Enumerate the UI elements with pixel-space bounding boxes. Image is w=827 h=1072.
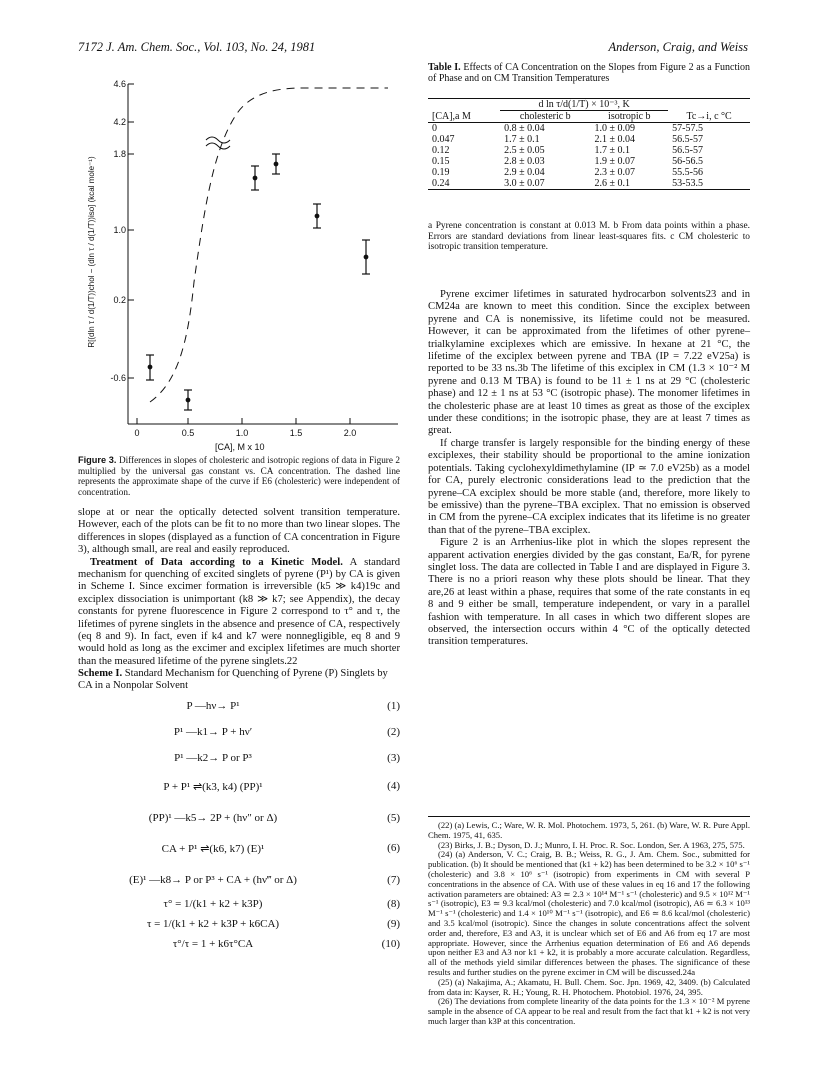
x-tick-label: 2.0 — [343, 428, 357, 438]
figure-caption-label: Figure 3. — [78, 455, 117, 465]
paragraph: Pyrene excimer lifetimes in saturated hydrocarbon solvents23 and in CM24a are known to meet this condition. Since the exciplex between pyrene and CA is nonemissive, its lifetime could not be measured. However, it can be approximated from the lifetimes of other pyrene–trialkylamine exciplexes which are emissive. In hexane at 21 °C, the lifetime of the exciplex between pyrene and TBA (IP = 7.22 eV25a) is reported to be 33 ns.3b The lifetime of this exciplex in CM (1.3 × 10⁻² M pyrene and 0.13 M TBA) is found to be 11 ± 1 ns at 29 °C (cholesteric phase) and 12 ± 1 ns at 53 °C (isotropic phase). The monomer lifetimes in the cholesteric phase are at least 10 times as great as those of the exciplex under these conditions; in the isotropic phase, they are at least 7 times as great. — [428, 289, 750, 437]
equation-body: P¹ —k1→ P + hν′ — [173, 726, 253, 738]
left-body-text — [78, 507, 400, 668]
equation — [78, 842, 400, 858]
equation-body: CA + P¹ ⇌(k6, k7) (E)¹ — [161, 843, 265, 855]
equation — [78, 874, 400, 890]
equation-body: τ° = 1/(k1 + k2 + k3P) — [163, 898, 263, 910]
equation-body: τ = 1/(k1 + k2 + k3P + k6CA) — [146, 918, 280, 930]
paragraph — [78, 557, 400, 669]
reference: (23) Birks, J. B.; Dyson, D. J.; Munro, I. H. Proc. R. Soc. London, Ser. A 1963, 275, 575. — [438, 839, 745, 850]
table-caption-text: Effects of CA Concentration on the Slopes from Figure 2 as a Function of Phase and on CM Transition Temperatures — [428, 62, 751, 84]
data-point — [313, 204, 321, 228]
table-cell: 2.8 ± 0.03 — [504, 156, 545, 167]
y-tick-label: 4.2 — [113, 117, 126, 127]
equation-number: (7) — [387, 874, 400, 886]
equation-number: (10) — [381, 938, 400, 950]
x-ticks — [137, 418, 350, 424]
references — [428, 816, 750, 1027]
table-cell: 56.5-57 — [672, 134, 703, 145]
table-header: [CA],a M — [428, 111, 500, 123]
figure-caption — [78, 455, 400, 497]
equation-body: P + P¹ ⇌(k3, k4) (PP)¹ — [163, 781, 263, 793]
x-tick-label: 0 — [134, 428, 140, 438]
y-tick-label: 1.0 — [113, 225, 126, 235]
equation-body: P —hν→ P¹ — [186, 700, 240, 712]
table-cell: 0.19 — [432, 167, 450, 178]
equation-number: (2) — [387, 726, 400, 738]
data-point — [251, 166, 259, 190]
figure-3-plot — [78, 62, 408, 442]
equation-number: (4) — [387, 780, 400, 792]
table-row — [428, 178, 750, 190]
x-tick-label: 1.5 — [289, 428, 303, 438]
table-header: isotropic b — [590, 111, 668, 123]
scheme-label: Scheme I. — [78, 668, 123, 679]
table-cell: 1.7 ± 0.1 — [594, 145, 630, 156]
y-tick-label: 1.8 — [113, 149, 126, 159]
authors: Anderson, Craig, and Weiss — [608, 40, 748, 54]
table-row — [428, 134, 750, 145]
table-cell: 2.5 ± 0.05 — [504, 145, 545, 156]
scheme-title-text: Standard Mechanism for Quenching of Pyrene (P) Singlets by CA in a Nonpolar Solvent — [78, 668, 388, 692]
scheme-title — [78, 668, 400, 693]
section-heading: Treatment of Data according to a Kinetic Model. — [90, 556, 343, 568]
reference: (26) The deviations from complete linearity of the data points for the 1.3 × 10⁻² M pyrene sample in the absence of CA appear to be real and result from the fact that k1 + k2 is not very much larger than k3P at this concentration. — [428, 996, 750, 1026]
equation-number: (6) — [387, 842, 400, 854]
table-header: cholesteric b — [500, 111, 590, 123]
reference: (22) (a) Lewis, C.; Ware, W. R. Mol. Photochem. 1973, 5, 261. (b) Ware, W. R. Pure Appl. Chem. 1975, 41, 635. — [428, 820, 750, 840]
table-cell: 56-56.5 — [672, 156, 703, 167]
table-1 — [428, 98, 750, 190]
data-points — [146, 154, 370, 410]
table-footnote: a Pyrene concentration is constant at 0.013 M. b From data points within a phase. Errors are standard deviations from linear least-squares fits. c CM cholesteric to isotropic transition temperature. — [428, 221, 750, 253]
reference: (25) (a) Nakajima, A.; Akamatu, H. Bull. Chem. Soc. Jpn. 1969, 42, 3409. (b) Calculated from data in: Kayser, R. H.; Young, R. H. Photochem. Photobiol. 1976, 24, 395. — [428, 976, 750, 997]
table-cell: 53-53.5 — [668, 178, 750, 190]
data-point — [146, 355, 154, 380]
table-caption — [428, 62, 750, 84]
equation — [78, 918, 400, 934]
table-cell: 1.9 ± 0.07 — [594, 156, 635, 167]
dashed-curve — [150, 88, 388, 402]
table-group-header: d ln τ/d(1/T) × 10⁻³, K — [500, 99, 668, 111]
table-cell: 2.3 ± 0.07 — [594, 167, 635, 178]
table-cell: 57-57.5 — [672, 123, 703, 134]
equation — [78, 726, 400, 742]
table-row — [428, 167, 750, 178]
equation-number: (3) — [387, 752, 400, 764]
table-row — [428, 123, 750, 135]
y-axis-label: R[(dln τ / d(1/T))chol − (dln τ / d(1/T))iso] (kcal mole⁻¹) — [87, 156, 96, 348]
journal-citation: 7172 J. Am. Chem. Soc., Vol. 103, No. 24, 1981 — [78, 40, 316, 54]
figure-caption-text: Differences in slopes of cholesteric and isotropic regions of data in Figure 2 multiplied by the universal gas constant vs. CA concentration. The dashed line represents the approximate shape of the curve if E6 (cholesteric) were independent of concentration. — [78, 455, 401, 497]
table-cell: 55.5-56 — [672, 167, 703, 178]
table-cell: 2.1 ± 0.04 — [594, 134, 635, 145]
equation-body: (E)¹ —k8→ P or P³ + CA + (hν‴ or Δ) — [129, 874, 297, 886]
table-cell: 2.6 ± 0.1 — [590, 178, 668, 190]
right-body-text — [428, 289, 750, 649]
equation-body: P¹ —k2→ P or P³ — [174, 752, 252, 764]
equation — [78, 898, 400, 914]
equation — [78, 752, 400, 768]
equation — [78, 780, 400, 796]
table-cell: 0.8 ± 0.04 — [504, 123, 545, 134]
table-cell: 0.047 — [432, 134, 455, 145]
equation — [78, 700, 400, 716]
table-caption-label: Table I. — [428, 62, 461, 73]
table-cell: 3.0 ± 0.07 — [500, 178, 590, 190]
data-point — [272, 154, 280, 174]
equation-number: (5) — [387, 812, 400, 824]
table-cell: 0.12 — [432, 145, 450, 156]
equation — [78, 938, 400, 954]
table-cell: 0.24 — [428, 178, 500, 190]
equation-number: (1) — [387, 700, 400, 712]
x-tick-label: 0.5 — [181, 428, 195, 438]
y-ticks — [128, 84, 134, 378]
paragraph-text: A standard mechanism for quenching of excited singlets of pyrene (P¹) by CA is given in Scheme I. Since excimer formation is irreversible (k5 ≫ k4)19c and exciplex dissociation is unimportant (k8 ≫ k7; see Appendix), the decay constants for pyrene fluorescence in Figure 2 correspond to τ° and τ, the lifetimes of pyrene singlets in the absence and presence of CA, respectively (eq 8 and 9). In fact, even if k4 and k7 were nonnegligible, eq 8 and 9 would hold as long as the excimer and exciplex lifetimes are much shorter than the measured lifetime of the pyrene singlets.22 — [78, 556, 400, 667]
y-tick-label: 0.2 — [113, 295, 126, 305]
table-cell: 0 — [432, 123, 437, 134]
y-tick-label: 4.6 — [113, 79, 126, 89]
data-point — [184, 390, 192, 410]
table-row — [428, 156, 750, 167]
paragraph: If charge transfer is largely responsible for the binding energy of these exciplexes, their stability should be proportional to the amine ionization potentials. Taking cyclohexyldimethylamine (IP ≃ 7.0 eV25b) as a model for CA, purely electronic considerations lead to the prediction that the pyrene–CA exciplex should be more stable (and, therefore, more likely to be emissive) than the pyrene–TBA exciplex. That no emission is observed in CM from the pyrene–CA exciplex indicates that its lifetime is no greater than that of the pyrene–TBA exciplex. — [428, 437, 750, 536]
x-tick-label: 1.0 — [235, 428, 249, 438]
table-cell: 56.5-57 — [672, 145, 703, 156]
equation-body: τ°/τ = 1 + k6τ°CA — [172, 938, 254, 950]
table-cell: 0.15 — [432, 156, 450, 167]
data-point — [362, 240, 370, 274]
equation-number: (8) — [387, 898, 400, 910]
equation — [78, 812, 400, 828]
table-cell: 1.0 ± 0.09 — [594, 123, 635, 134]
table-header: Tc→i, c °C — [668, 111, 750, 123]
reference: (24) (a) Anderson, V. C.; Craig, B. B.; Weiss, R. G., J. Am. Chem. Soc., submitted for publication. (b) It should be mentioned that (k1 + k2) has been determined to be 3.2 × 10⁶ s⁻¹ (cholesteric) and 3.8 × 10⁶ s⁻¹ (isotropic) from experiments in CM with several P concentrations in the absence of CA. With use of these values in eq 16 and 17 the following activation parameters are obtained: A3 ≃ 2.3 × 10¹⁴ M⁻¹ s⁻¹ (cholesteric) and 9.5 × 10¹² M⁻¹ s⁻¹ (isotropic), E3 ≃ 9.3 kcal/mol (cholesteric) and 7.0 kcal/mol (isotropic), A6 ≃ 6.3 × 10¹³ M⁻¹ s⁻¹ (cholesteric) and 1.4 × 10¹⁰ M⁻¹ s⁻¹ (isotropic), and E6 ≃ 8.6 kcal/mol (cholesteric) and 3.5 kcal/mol (isotropic). Since the changes in solute concentrations affect the solvent order and, therefore, E3 and A3, it is unclear which set of E6 and A6 from eq 17 are most appropriate. However, since the Arrhenius equation determination of E6 and A6 depends upon neither E3 and A3 nor k1 + k2, it is probably a more accurate calculation. Regardless, all of the methods yield similar differences between the phases. The significance of these results and further studies on the pyrene excimer in CM will be discussed.24a — [428, 849, 750, 977]
x-axis-label: [CA], M x 10 — [215, 442, 265, 452]
table-cell: 2.9 ± 0.04 — [504, 167, 545, 178]
equation-number: (9) — [387, 918, 400, 930]
axis-break-mark — [206, 137, 230, 149]
table-row — [428, 145, 750, 156]
y-tick-label: -0.6 — [110, 373, 126, 383]
equation-body: (PP)¹ —k5→ 2P + (hν″ or Δ) — [148, 812, 278, 824]
paragraph: slope at or near the optically detected solvent transition temperature. However, each of the plots can be fit to no more than two linear slopes. The differences in slopes (displayed as a function of CA concentration in Figure 3), although small, are real and easily reproduced. — [78, 507, 400, 556]
table-cell: 1.7 ± 0.1 — [504, 134, 540, 145]
paragraph: Figure 2 is an Arrhenius-like plot in which the slopes represent the apparent activation energies divided by the gas constant, Ea/R, for pyrene singlet loss. The data are collected in Table I and are displayed in Figure 3. There is no a priori reason why these plots should be linear. That they are,26 at least within a phase, requires that some of the rate constants in eq 8 and 9 either be small, temperature independent, or vary in a parallel fashion with temperature. In all cases in which two different slopes are observed, the intersection occurs within 4 °C of the optically detected transition temperatures. — [428, 537, 750, 648]
